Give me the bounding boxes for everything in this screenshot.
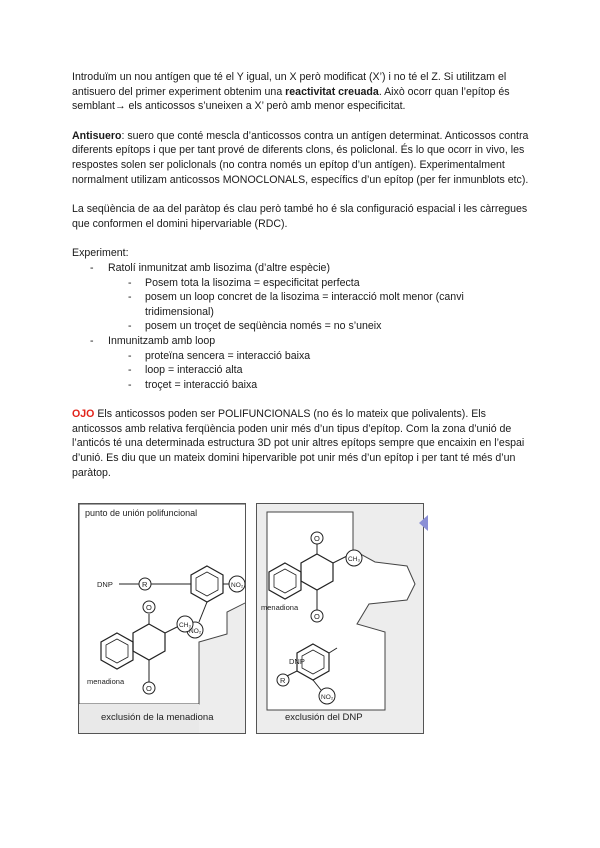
list-item-label: troçet = interacció baixa [145, 378, 258, 391]
list-item: - Ratolí inmunitzat amb lisozima (d’altre espècie) [90, 261, 330, 274]
panel-right-drawing [257, 504, 424, 734]
label-menadiona: menadiona [261, 603, 299, 612]
paragraph-sequence: La seqüència de aa del paràtop és clau però també ho é sla configuració espacial i les càrregues que conformen el domini hipervariable (RDC). [72, 203, 528, 230]
bold-term: Antisuero [72, 129, 122, 142]
label-dnp: DNP [97, 580, 113, 589]
text: Els anticossos poden ser POLIFUNCIONALS (no és lo mateix que polivalents). Els anticossos amb relativa ferqüència poden unir més d’un tipus d’epítop. Com la zona d’unió de l’anticós té una determinada estructura 3D pot unir altres epítops sempre que encaixin en l’espai d’unió. Es diu que un mateix domini hipervarible pot unir més d’un epítop i per tant té més d’un paràtop. [72, 408, 525, 479]
document-body [72, 70, 532, 480]
figure-right-caption: exclusión del DNP [285, 712, 363, 723]
list-item-label: posem un loop concret de la lisozima = interacció molt menor (canvi tridimensional) [145, 291, 464, 318]
text: Introduïm un nou antígen que té el Y igual, un X però modificat (X’) i no té el Z. Si utilitzam el antisuero del primer experiment obtenim una [72, 71, 507, 98]
list-item: - posem un loop concret de la lisozima = interacció molt menor (canvi tridimensional) [128, 291, 464, 318]
panel-left-drawing [79, 504, 246, 734]
bold-term: reactivitat creuada [285, 85, 379, 98]
list-item-label: proteïna sencera = interacció baixa [145, 349, 311, 362]
list-item: - posem un troçet de seqüència només = no s’uneix [128, 320, 382, 333]
label-ch3: CH₃ [348, 556, 361, 563]
label-r: R [280, 676, 286, 685]
label-ch3: CH₃ [179, 622, 192, 629]
list-item: - proteïna sencera = interacció baixa [128, 349, 311, 362]
figure-panel-right [256, 503, 424, 734]
experiment-title: Experiment: [72, 247, 129, 260]
list-item: - Inmunitzamb amb loop [90, 334, 216, 347]
list-item-label: posem un troçet de seqüència només = no s’uneix [145, 320, 382, 333]
figure-panel-left [78, 503, 246, 734]
list-item: - troçet = interacció baixa [128, 378, 258, 391]
label-no2: NO₂ [231, 582, 244, 589]
label-o-bottom: O [314, 612, 320, 621]
text: : suero que conté mescla d’anticossos contra un antígen determinat. Anticossos contra diferents epítops i que per tant prové de diferents clons, és policlonal. És lo que ocorr in vivo, les respostes solen ser policlonals (no contra només un epítop d’un antígen). Experimentalment normalment utilizam anticossos MONOCLONALS, específics d’un epítop (per fer inmunblots etc). [72, 129, 529, 186]
annotation-marker [419, 515, 428, 531]
list-item-label: loop = interacció alta [145, 364, 243, 377]
label-o-top: O [146, 603, 152, 612]
figure-left-title: punto de unión polifuncional [85, 508, 198, 518]
list-item-label: Posem tota la lisozima = especificitat perfecta [145, 276, 360, 289]
list-item: - Posem tota la lisozima = especificitat perfecta [128, 276, 360, 289]
paragraph-cross-reactivity [72, 70, 532, 114]
paragraph-polifuncionals [72, 407, 532, 480]
figure-left-caption: exclusión de la menadiona [101, 712, 214, 723]
binding-site-pocket [79, 504, 246, 704]
polyfunctional-binding-figure [78, 503, 426, 734]
list-item: - loop = interacció alta [128, 364, 243, 377]
list-item-label: Inmunitzamb amb loop [108, 334, 216, 347]
label-menadiona: menadiona [87, 677, 125, 686]
ojo-label: OJO [72, 408, 95, 421]
experiment-section [72, 246, 532, 392]
label-o-bottom: O [146, 684, 152, 693]
label-r: R [142, 580, 148, 589]
label-no2-lower: NO₂ [189, 628, 202, 635]
experiment-list [72, 261, 532, 392]
text: . Això ocorr quan l’epítop és semblant→ els anticossos s’uneixen a X’ però amb menor especificitat. [72, 85, 510, 113]
list-item-label: Ratolí inmunitzat amb lisozima (d’altre espècie) [108, 261, 330, 274]
paragraph-antisuero [72, 129, 532, 187]
label-dnp: DNP [289, 657, 305, 666]
label-no2: NO₂ [321, 694, 334, 701]
label-o-top: O [314, 534, 320, 543]
